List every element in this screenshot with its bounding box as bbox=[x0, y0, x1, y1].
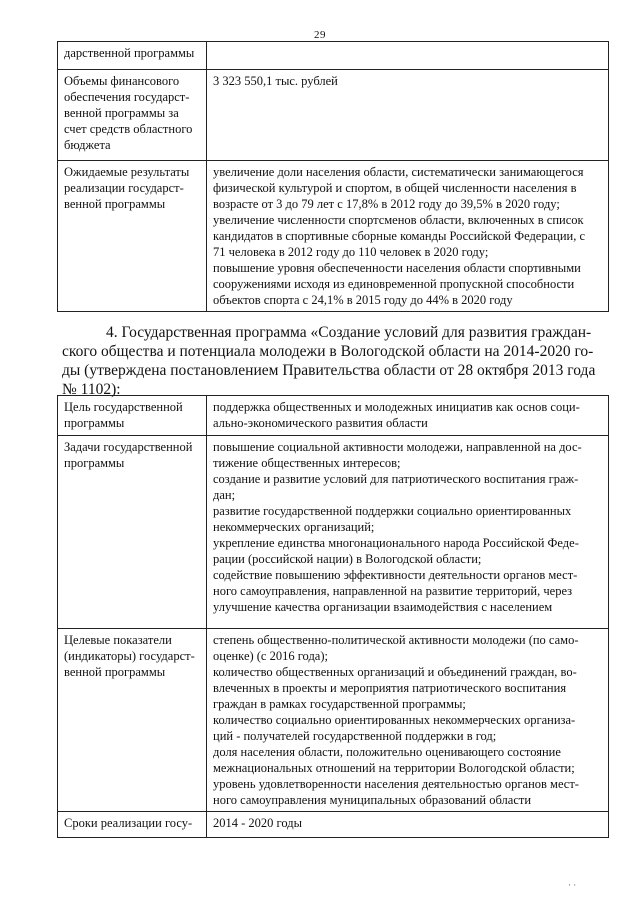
table-row bbox=[58, 436, 609, 629]
value-line: рации (российской нации) в Вологодской области; bbox=[213, 552, 482, 566]
row-label bbox=[58, 436, 207, 629]
value-line: укрепление единства многонационального народа Российской Феде- bbox=[213, 536, 579, 550]
heading-line: № 1102): bbox=[62, 381, 121, 398]
row-value bbox=[207, 812, 609, 838]
value-line: создание и развитие условий для патриотического воспитания граж- bbox=[213, 472, 579, 486]
value-line: ций - получателей государственной поддержки в год; bbox=[213, 729, 497, 743]
value-line: возрасте от 3 до 79 лет с 17,8% в 2012 году до 39,5% в 2020 году; bbox=[213, 197, 560, 211]
label-line: Объемы финансового bbox=[64, 74, 180, 88]
page-number: 29 bbox=[314, 29, 326, 41]
value-line: количество общественных организаций и объединений граждан, во- bbox=[213, 665, 577, 679]
row-value bbox=[207, 396, 609, 436]
section-heading bbox=[62, 323, 602, 399]
label-line: Задачи государственной bbox=[64, 440, 193, 454]
table-row bbox=[58, 70, 609, 161]
value-line: количество социально ориентированных некоммерческих организа- bbox=[213, 713, 576, 727]
row-label bbox=[58, 42, 207, 70]
label-line: Целевые показатели bbox=[64, 633, 172, 647]
heading-line: ды (утверждена постановлением Правительства области от 28 октября 2013 года bbox=[62, 362, 596, 379]
label-line: реализации государст- bbox=[64, 181, 184, 195]
value-line: поддержка общественных и молодежных инициатив как основ соци- bbox=[213, 400, 580, 414]
value-line: влеченных в проекты и мероприятия патриотического воспитания bbox=[213, 681, 567, 695]
label-line: венной программы bbox=[64, 665, 166, 679]
value-line: 71 человека в 2012 году до 110 человек в 2020 году; bbox=[213, 245, 489, 259]
label-line: венной программы за bbox=[64, 106, 179, 120]
value-line: содействие повышению эффективности деятельности органов мест- bbox=[213, 568, 578, 582]
value-line: повышение уровня обеспеченности населения области спортивными bbox=[213, 261, 581, 275]
value-line: межнациональных отношений на территории Вологодской области; bbox=[213, 761, 575, 775]
table-row bbox=[58, 629, 609, 812]
value-line: кандидатов в спортивные сборные команды Российской Федерации, с bbox=[213, 229, 586, 243]
table-row bbox=[58, 161, 609, 312]
row-value bbox=[207, 161, 609, 312]
value-line: улучшение качества организации взаимодействия с населением bbox=[213, 600, 553, 614]
label-line: программы bbox=[64, 416, 125, 430]
value-line: 3 323 550,1 тыс. рублей bbox=[213, 74, 338, 88]
value-line: 2014 - 2020 годы bbox=[213, 816, 303, 830]
row-value bbox=[207, 70, 609, 161]
value-line: тижение общественных интересов; bbox=[213, 456, 401, 470]
value-line: уровень удовлетворенности населения деятельностью органов мест- bbox=[213, 777, 579, 791]
label-line: Ожидаемые результаты bbox=[64, 165, 190, 179]
value-line: физической культурой и спортом, в общей численности населения в bbox=[213, 181, 577, 195]
value-line: доля населения области, положительно оценивающего состояние bbox=[213, 745, 561, 759]
table-passport-civil-society bbox=[57, 395, 609, 838]
value-line: объектов спорта с 24,1% в 2015 году до 44% в 2020 году bbox=[213, 293, 513, 307]
label-line: обеспечения государст- bbox=[64, 90, 190, 104]
label-line: Сроки реализации госу- bbox=[64, 816, 193, 830]
label-line: счет средств областного bbox=[64, 122, 193, 136]
label-line: бюджета bbox=[64, 138, 111, 152]
heading-line: 4. Государственная программа «Создание условий для развития граждан- bbox=[106, 324, 592, 341]
scan-artifact: · · bbox=[568, 880, 577, 890]
value-line: дан; bbox=[213, 488, 236, 502]
value-line: повышение социальной активности молодежи, направленной на дос- bbox=[213, 440, 582, 454]
heading-line: ского общества и потенциала молодежи в Вологодской области на 2014-2020 го- bbox=[62, 343, 594, 360]
row-label bbox=[58, 396, 207, 436]
label-line: Цель государственной bbox=[64, 400, 183, 414]
label-line: (индикаторы) государст- bbox=[64, 649, 195, 663]
row-label bbox=[58, 161, 207, 312]
value-line: ного самоуправления, направленной на развитие территорий, через bbox=[213, 584, 573, 598]
label-line: дарственной программы bbox=[64, 46, 195, 60]
table-row bbox=[58, 396, 609, 436]
value-line: граждан в рамках государственной программы; bbox=[213, 697, 466, 711]
table-row bbox=[58, 812, 609, 838]
row-label bbox=[58, 812, 207, 838]
table-passport-sport bbox=[57, 41, 609, 312]
label-line: венной программы bbox=[64, 197, 166, 211]
table-row bbox=[58, 42, 609, 70]
value-line: сооружениями исходя из единовременной пропускной способности bbox=[213, 277, 575, 291]
value-line: увеличение численности спортсменов области, включенных в список bbox=[213, 213, 584, 227]
value-line: степень общественно-политической активности молодежи (по само- bbox=[213, 633, 579, 647]
row-label bbox=[58, 629, 207, 812]
value-line: некоммерческих организаций; bbox=[213, 520, 375, 534]
row-label bbox=[58, 70, 207, 161]
value-line: ально-экономического развития области bbox=[213, 416, 428, 430]
label-line: программы bbox=[64, 456, 125, 470]
row-value bbox=[207, 42, 609, 70]
row-value bbox=[207, 436, 609, 629]
value-line: увеличение доли населения области, систематически занимающегося bbox=[213, 165, 584, 179]
value-line: ного самоуправления муниципальных образований области bbox=[213, 793, 532, 807]
value-line: оценке) (с 2016 года); bbox=[213, 649, 328, 663]
value-line: развитие государственной поддержки социально ориентированных bbox=[213, 504, 572, 518]
row-value bbox=[207, 629, 609, 812]
